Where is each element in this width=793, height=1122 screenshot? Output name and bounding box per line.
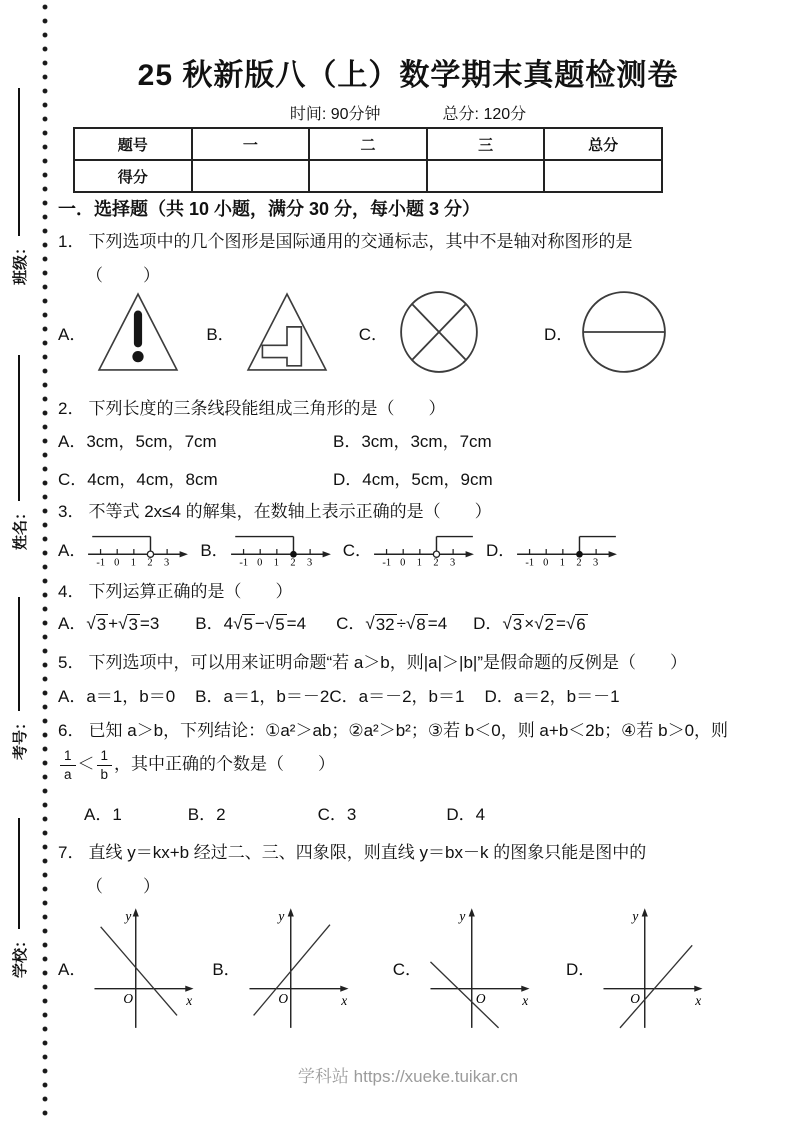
option-b: B．4 √ 5 − √ 5 =4	[195, 614, 307, 634]
question-4-options	[58, 609, 588, 634]
warning-triangle-sign-icon	[92, 290, 184, 374]
score-empty-cell	[544, 160, 662, 192]
fill-in-line	[18, 818, 20, 929]
score-table-header-row	[74, 128, 662, 160]
graph-positive-slope-positive-intercept	[243, 902, 355, 1032]
score-empty-cell	[309, 160, 427, 192]
svg-text:x: x	[522, 993, 529, 1009]
svg-text:x: x	[186, 993, 193, 1009]
svg-text:y: y	[632, 908, 639, 924]
option-d: D． √ 3 × √ 2 = √ 6	[473, 614, 586, 634]
number-line-right-ray-open-circle	[372, 527, 476, 569]
option-b	[200, 527, 332, 569]
score-table-score-row	[74, 160, 662, 192]
question-3-options	[58, 527, 619, 569]
option-b-label: B．	[200, 540, 229, 560]
svg-text:-1: -1	[239, 557, 248, 569]
svg-text:O: O	[123, 991, 134, 1007]
option-a-label: A．	[58, 959, 87, 979]
question-6-number: 6．	[58, 721, 85, 740]
score-row-label: 得分	[74, 160, 192, 192]
option-b: B．2	[187, 805, 226, 824]
svg-text:O: O	[278, 991, 288, 1007]
option-c	[343, 527, 476, 569]
question-2-number: 2．	[58, 399, 85, 418]
option-c: C．4cm，4cm，8cm	[58, 470, 218, 489]
svg-text:2: 2	[290, 557, 296, 569]
option-a-label: A．	[58, 540, 87, 560]
question-5-options	[58, 682, 620, 707]
fill-in-line	[18, 88, 20, 236]
question-3-text: 3． 不等式 2x≤4 的解集，在数轴上表示正确的是（ ）	[58, 502, 492, 521]
number-line-right-ray-filled-dot	[515, 527, 619, 569]
score-header-cell: 一	[192, 128, 310, 160]
score-empty-cell	[427, 160, 545, 192]
graph-positive-slope-negative-intercept	[597, 902, 709, 1032]
question-6-text-line2: $\frac{1}{a}$ ＜ $\frac{1}{b}$ ，其中正确的个数是（ ）	[58, 748, 335, 782]
question-1-text: 1． 下列选项中的几个图形是国际通用的交通标志，其中不是轴对称图形的是	[58, 232, 633, 251]
option-d-label: D．	[543, 324, 574, 344]
question-4-text: 4． 下列运算正确的是（ ）	[58, 582, 293, 601]
graph-negative-slope-negative-intercept	[424, 902, 536, 1032]
option-c: C．3	[317, 805, 357, 824]
side-field-exam-number	[6, 597, 32, 760]
number-line-closed-left-open-circle	[86, 527, 190, 569]
total-score: 总分: 120分	[442, 106, 527, 123]
question-7-answer-paren: （ ）	[86, 877, 162, 896]
option-c-label: C．	[392, 959, 422, 979]
option-b-label: B．	[212, 959, 241, 979]
option-b: B．3cm，3cm，7cm	[333, 432, 492, 451]
svg-text:0: 0	[543, 557, 549, 569]
option-d: D．4	[446, 805, 486, 824]
option-a: A． √ 3 + √ 3 =3	[58, 614, 160, 634]
score-header-cell: 二	[309, 128, 427, 160]
side-label-name: 姓名：	[11, 504, 29, 550]
question-2-text: 2． 下列长度的三条线段能组成三角形的是（ ）	[58, 399, 446, 418]
svg-text:3: 3	[306, 557, 312, 569]
question-3-number: 3．	[58, 502, 85, 521]
fraction-1-over-a: $\frac{1}{a}$	[60, 748, 76, 782]
score-header-cell: 总分	[544, 128, 662, 160]
option-a	[58, 527, 190, 569]
option-d-label: D．	[485, 540, 516, 560]
question-7-text: 7． 直线 y＝kx+b 经过二、三、四象限，则直线 y＝bx－k 的图象只能是图中的	[58, 843, 647, 862]
exam-meta	[58, 101, 758, 124]
svg-text:0: 0	[256, 557, 262, 569]
svg-text:-1: -1	[525, 557, 535, 569]
side-field-name	[6, 355, 32, 550]
option-b-label: B．	[206, 324, 235, 344]
svg-text:1: 1	[131, 557, 137, 569]
svg-text:O: O	[630, 991, 641, 1007]
t-junction-triangle-sign-icon	[241, 290, 333, 374]
site-watermark: 学科站 https://xueke.tuikar.cn	[297, 1067, 519, 1086]
fill-in-line	[18, 355, 20, 501]
option-a: A．a＝1，b＝0	[58, 687, 176, 706]
svg-text:2: 2	[576, 557, 582, 569]
svg-text:3: 3	[449, 557, 456, 569]
svg-text:1: 1	[416, 557, 422, 569]
option-d	[486, 527, 619, 569]
score-header-cell: 三	[427, 128, 545, 160]
option-a-label: A．	[58, 324, 87, 344]
graph-negative-slope-positive-intercept	[88, 902, 200, 1032]
option-d-label: D．	[565, 959, 596, 979]
fraction-1-over-b: $\frac{1}{b}$	[97, 748, 113, 782]
dotted-separator	[42, 0, 48, 1122]
option-b: B．a＝1，b＝－2	[195, 687, 330, 706]
question-1-number: 1．	[58, 232, 85, 251]
svg-text:0: 0	[114, 557, 120, 569]
side-label-exam-number: 考号：	[11, 714, 29, 760]
svg-text:y: y	[278, 908, 285, 924]
option-d: D．4cm，5cm，9cm	[333, 470, 493, 489]
question-7-number: 7．	[58, 843, 85, 862]
svg-text:3: 3	[593, 557, 599, 569]
svg-text:x: x	[695, 993, 702, 1009]
option-a: A．1	[84, 805, 122, 824]
option-c: C． √ 32 ÷ √ 8 =4	[336, 614, 448, 634]
score-header-cell: 题号	[74, 128, 192, 160]
svg-text:y: y	[125, 908, 132, 924]
barred-circle-sign-icon	[579, 290, 669, 374]
section-1-heading: 一．选择题（共 10 小题，满分 30 分，每小题 3 分）	[58, 199, 481, 219]
svg-text:-1: -1	[382, 557, 392, 569]
score-table	[73, 127, 663, 193]
option-a: A．3cm，5cm，7cm	[58, 432, 217, 451]
question-5-number: 5．	[58, 653, 85, 672]
side-field-class	[6, 88, 32, 285]
question-7-options	[58, 902, 709, 1032]
question-1-options	[58, 290, 669, 374]
side-label-class: 班级：	[11, 239, 29, 285]
svg-text:2: 2	[433, 557, 439, 569]
score-empty-cell	[192, 160, 310, 192]
side-field-school	[6, 818, 32, 978]
option-c-label: C．	[358, 324, 388, 344]
svg-text:x: x	[340, 993, 347, 1009]
option-c: C．a＝－2，b＝1	[329, 687, 465, 706]
fill-in-line	[18, 597, 20, 711]
number-line-closed-left-filled-dot	[229, 527, 333, 569]
svg-text:2: 2	[147, 557, 153, 569]
question-1-answer-paren: （ ）	[86, 266, 162, 285]
option-d: D．a＝2，b＝－1	[484, 687, 620, 706]
question-6-text-line1: 6． 已知 a＞b，下列结论：①a²＞ab；②a²＞b²；③若 b＜0，则 a+b＜2b；④若 b＞0，则	[58, 721, 729, 740]
question-6-options	[84, 800, 485, 825]
time-limit: 时间: 90分钟	[289, 106, 381, 123]
question-2-options	[58, 427, 493, 490]
svg-text:3: 3	[164, 557, 170, 569]
svg-text:1: 1	[559, 557, 566, 569]
question-4-number: 4．	[58, 582, 85, 601]
side-label-school: 学校：	[11, 932, 29, 978]
svg-text:1: 1	[273, 557, 279, 569]
page-title: 25 秋新版八（上）数学期末真题检测卷	[137, 59, 679, 92]
crossed-circle-sign-icon	[396, 290, 482, 374]
svg-text:O: O	[475, 991, 486, 1007]
question-5-text: 5． 下列选项中，可以用来证明命题“若 a＞b，则|a|＞|b|”是假命题的反例是（ ）	[58, 653, 687, 672]
svg-text:-1: -1	[96, 557, 106, 569]
option-c-label: C．	[342, 540, 372, 560]
svg-text:y: y	[459, 908, 466, 924]
svg-text:0: 0	[400, 557, 406, 569]
